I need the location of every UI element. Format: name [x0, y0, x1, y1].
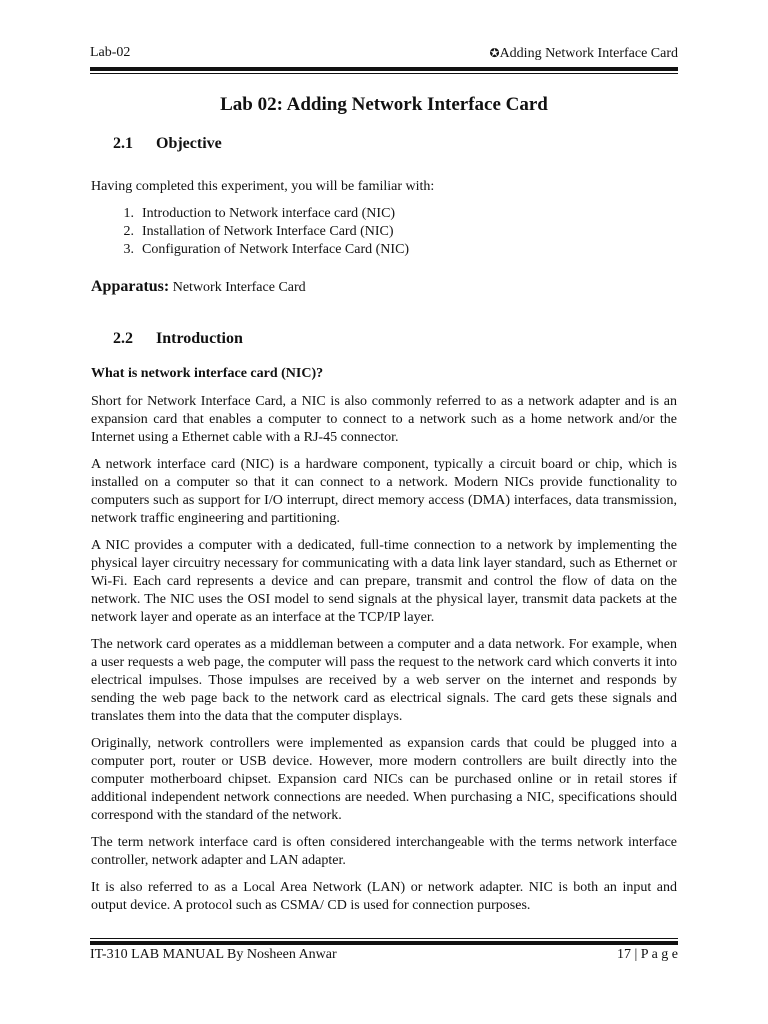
- apparatus-label: Apparatus:: [91, 278, 170, 295]
- page-body: [91, 92, 677, 915]
- section-number: 2.1: [113, 135, 133, 152]
- list-text: Configuration of Network Interface Card (NIC): [142, 242, 410, 257]
- flower-icon: ✪: [489, 46, 500, 60]
- objective-list: [91, 205, 677, 259]
- section-number: 2.2: [113, 330, 133, 347]
- header-right-text: Adding Network Interface Card: [499, 46, 678, 61]
- header-rule-thick: [90, 67, 678, 71]
- section-title: Introduction: [156, 330, 243, 347]
- list-text: Installation of Network Interface Card (NIC): [142, 224, 394, 239]
- footer-left: IT-310 LAB MANUAL By Nosheen Anwar: [90, 947, 337, 962]
- paragraph: The network card operates as a middleman between a computer and a data network. For example, when a user requests a web page, the computer will pass the request to the network card which converts it into electrical impulses. Those impulses are received by a web server on the internet and responds by sending the web page back to the network card as electrical signals. The card gets these signals and translates them into the data that the computer displays.: [91, 637, 677, 724]
- page-header: [90, 44, 678, 63]
- page-title: Lab 02: Adding Network Interface Card: [220, 94, 548, 115]
- list-number: 3.: [123, 242, 134, 257]
- apparatus-value: Network Interface Card: [169, 280, 306, 295]
- section-heading-objective: [91, 134, 677, 154]
- objective-intro: Having completed this experiment, you will be familiar with:: [91, 179, 435, 194]
- header-left: Lab-02: [90, 45, 131, 60]
- header-right: [490, 44, 679, 63]
- list-item: [91, 223, 677, 241]
- header-rule-thin: [90, 73, 678, 74]
- paragraph: Short for Network Interface Card, a NIC is also commonly referred to as a network adapter and is an expansion card that enables a computer to connect to a network such as a home network and/or the Internet using a Ethernet cable with a RJ-45 connector.: [91, 394, 677, 445]
- paragraph: The term network interface card is often considered interchangeable with the terms network interface controller, network adapter and LAN adapter.: [91, 835, 677, 868]
- list-number: 1.: [123, 206, 134, 221]
- apparatus-line: [91, 277, 677, 298]
- paragraph: A network interface card (NIC) is a hardware component, typically a circuit board or chip, which is installed on a computer so that it can connect to a network. Modern NICs provide functionality to computers such as support for I/O interrupt, direct memory access (DMA) interfaces, data transmission, network traffic engineering and partitioning.: [91, 457, 677, 526]
- paragraph: Originally, network controllers were implemented as expansion cards that could be plugged into a computer port, router or USB device. However, more modern controllers are built directly into the computer motherboard chipset. Expansion card NICs can be purchased online or in retail stores if additional independent network connections are needed. When purchasing a NIC, specifications should correspond with the standard of the network.: [91, 736, 677, 823]
- page-footer: [90, 946, 678, 964]
- list-text: Introduction to Network interface card (NIC): [142, 206, 396, 221]
- list-item: [91, 241, 677, 259]
- question-heading: What is network interface card (NIC)?: [91, 366, 324, 381]
- section-title: Objective: [156, 135, 222, 152]
- paragraph: It is also referred to as a Local Area Network (LAN) or network adapter. NIC is both an input and output device. A protocol such as CSMA/ CD is used for connection purposes.: [91, 880, 677, 913]
- list-item: [91, 205, 677, 223]
- footer-rule-thin: [90, 938, 678, 939]
- paragraph: A NIC provides a computer with a dedicated, full-time connection to a network by implementing the physical layer circuitry necessary for communicating with a data link layer standard, such as Ethernet or Wi-Fi. Each card represents a device and can prepare, transmit and control the flow of data on the network. The NIC uses the OSI model to send signals at the physical layer, transmit data packets at the network layer and operate as an interface at the TCP/IP layer.: [91, 538, 677, 625]
- page-number: 17 | P a g e: [617, 947, 678, 962]
- section-heading-introduction: [91, 329, 677, 349]
- list-number: 2.: [123, 224, 134, 239]
- footer-rule-thick: [90, 941, 678, 945]
